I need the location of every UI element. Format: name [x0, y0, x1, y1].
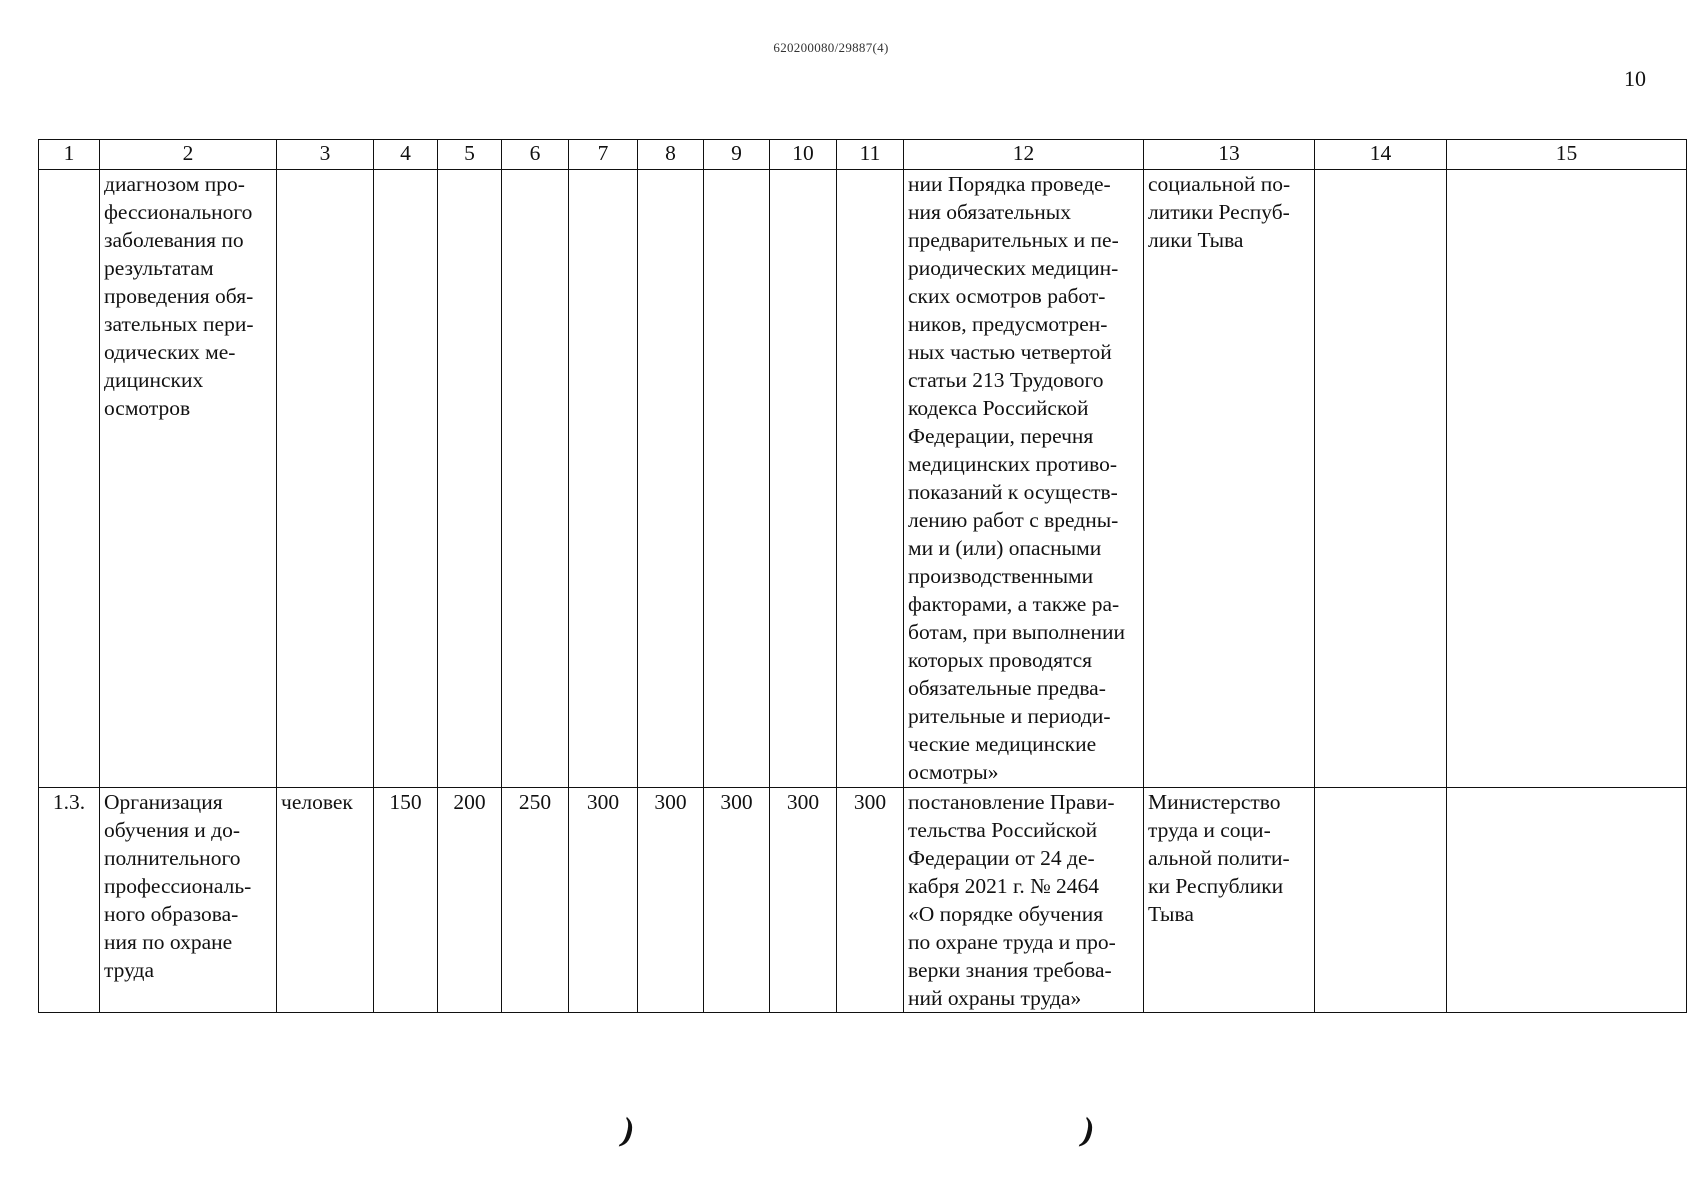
col-header-6: 6 — [502, 140, 569, 170]
empty-cell — [1447, 170, 1687, 788]
value-cell — [770, 170, 837, 788]
signature-mark-left: ) — [617, 1111, 639, 1150]
col-header-11: 11 — [837, 140, 904, 170]
table-row — [39, 170, 1687, 788]
signature-mark-right: ) — [1077, 1111, 1099, 1150]
col-header-5: 5 — [438, 140, 502, 170]
value-cell — [569, 170, 638, 788]
legal-basis-cell: постановление Прави- тельства Российской Федерации от 24 де- кабря 2021 г. № 2464 «О порядке обучения по охране труда и про- верки знания требова- ний охраны труда» — [904, 788, 1144, 1013]
value-cell: 300 — [569, 788, 638, 1013]
value-cell: 250 — [502, 788, 569, 1013]
col-header-8: 8 — [638, 140, 704, 170]
row-number-cell — [39, 170, 100, 788]
col-header-15: 15 — [1447, 140, 1687, 170]
value-cell — [704, 170, 770, 788]
value-cell: 300 — [837, 788, 904, 1013]
plan-table — [38, 139, 1687, 1013]
value-cell — [638, 170, 704, 788]
value-cell: 200 — [438, 788, 502, 1013]
empty-cell — [1315, 170, 1447, 788]
value-cell — [837, 170, 904, 788]
page-number: 10 — [1624, 66, 1646, 91]
header-row — [39, 140, 1687, 170]
col-header-10: 10 — [770, 140, 837, 170]
activity-name-cell: диагнозом про- фессионального заболевания по результатам проведения обя- зательных пери- одических ме- дицинских осмотров — [100, 170, 277, 788]
value-cell: 150 — [374, 788, 438, 1013]
col-header-9: 9 — [704, 140, 770, 170]
value-cell: 300 — [704, 788, 770, 1013]
value-cell — [438, 170, 502, 788]
value-cell: 300 — [638, 788, 704, 1013]
row-number-cell: 1.3. — [39, 788, 100, 1013]
unit-cell: человек — [277, 788, 374, 1013]
empty-cell — [1315, 788, 1447, 1013]
col-header-7: 7 — [569, 140, 638, 170]
col-header-13: 13 — [1144, 140, 1315, 170]
activity-name-cell: Организация обучения и до- полнительного профессиональ- ного образова- ния по охране труда — [100, 788, 277, 1013]
value-cell — [374, 170, 438, 788]
table-row — [39, 788, 1687, 1013]
col-header-4: 4 — [374, 140, 438, 170]
unit-cell — [277, 170, 374, 788]
col-header-14: 14 — [1315, 140, 1447, 170]
col-header-2: 2 — [100, 140, 277, 170]
responsible-cell: социальной по- литики Респуб- лики Тыва — [1144, 170, 1315, 788]
col-header-1: 1 — [39, 140, 100, 170]
col-header-3: 3 — [277, 140, 374, 170]
value-cell: 300 — [770, 788, 837, 1013]
empty-cell — [1447, 788, 1687, 1013]
document-id: 620200080/29887(4) — [773, 40, 889, 55]
legal-basis-cell: нии Порядка проведе- ния обязательных предварительных и пе- риодических медицин- ских осмотров работ- ников, предусмотрен- ных частью четвертой статьи 213 Трудового кодекса Российской Федерации, перечня медицинских противо- показаний к осуществ- лению работ с вредны- ми и (или) опасными производственными факторами, а также ра- ботам, при выполнении которых проводятся обязательные предва- рительные и периоди- ческие медицинские осмотры» — [904, 170, 1144, 788]
responsible-cell: Министерство труда и соци- альной полити- ки Республики Тыва — [1144, 788, 1315, 1013]
value-cell — [502, 170, 569, 788]
col-header-12: 12 — [904, 140, 1144, 170]
